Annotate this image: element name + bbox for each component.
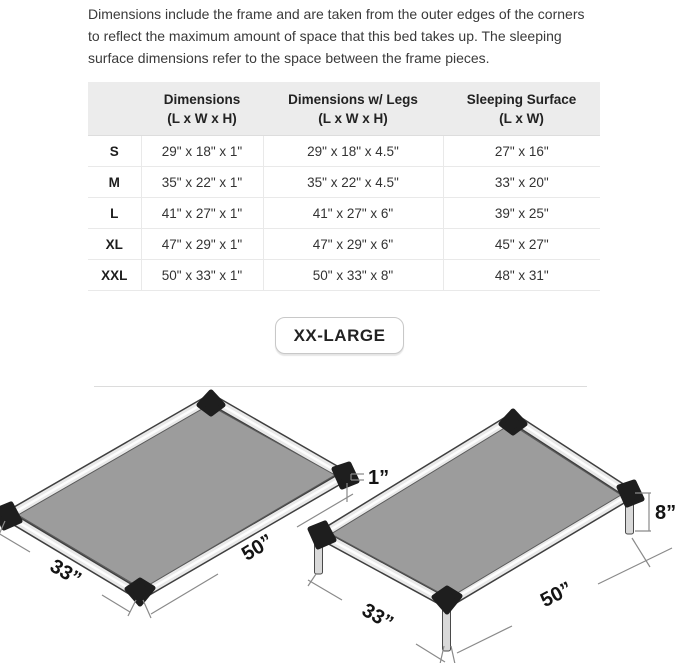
- column-title: Dimensions w/ Legs: [288, 91, 418, 107]
- frame-corner-south: [127, 580, 153, 604]
- size-chart-body: [88, 136, 600, 291]
- sleeping-surface-cell: 33" x 20": [443, 167, 600, 198]
- header-dimensions-column: [141, 82, 263, 136]
- table-row-l: [88, 198, 600, 229]
- dimensions-legs-cell: 47" x 29" x 6": [263, 229, 443, 260]
- header-row: [88, 82, 600, 136]
- flat-bed-width-label: 33”: [45, 555, 85, 591]
- divider: [94, 386, 587, 387]
- column-title: Dimensions: [163, 91, 241, 107]
- dimensions-legs-cell: 35" x 22" x 4.5": [263, 167, 443, 198]
- size-label: M: [88, 167, 141, 198]
- table-row-m: [88, 167, 600, 198]
- dimensions-cell: 41" x 27" x 1": [141, 198, 263, 229]
- bed-size-diagram: [0, 388, 679, 663]
- size-chart-header: [88, 82, 600, 136]
- legged-bed-diagram: [308, 411, 676, 663]
- dimensions-legs-cell: 50" x 33" x 8": [263, 260, 443, 291]
- column-subtitle: (L x W x H): [318, 110, 388, 126]
- column-title: Sleeping Surface: [466, 91, 577, 107]
- selected-size-badge[interactable]: XX-LARGE: [275, 317, 405, 354]
- column-subtitle: (L x W): [499, 110, 544, 126]
- dimensions-legs-cell: 29" x 18" x 4.5": [263, 136, 443, 167]
- legged-bed-width-label: 33”: [358, 599, 397, 635]
- table-row-s: [88, 136, 600, 167]
- table-row-xxl: [88, 260, 600, 291]
- flat-bed-length-label: 50”: [238, 530, 278, 566]
- dimensions-cell: 50" x 33" x 1": [141, 260, 263, 291]
- sleeping-surface-cell: 45" x 27": [443, 229, 600, 260]
- table-row-xl: [88, 229, 600, 260]
- size-label: XL: [88, 229, 141, 260]
- dimensions-cell: 35" x 22" x 1": [141, 167, 263, 198]
- size-label: XXL: [88, 260, 141, 291]
- flat-bed-height-label: 1”: [368, 467, 390, 489]
- frame-corner-north: [199, 392, 223, 414]
- bed-top-surface: [331, 424, 621, 598]
- dimensions-legs-cell: 41" x 27" x 6": [263, 198, 443, 229]
- intro-text: Dimensions include the frame and are taken from the outer edges of the corners to reflect the maximum amount of space that this bed takes up. The sleeping surface dimensions refer to the space between the frame pieces.: [88, 6, 585, 66]
- frame-corner-north: [501, 411, 525, 433]
- dimensions-cell: 29" x 18" x 1": [141, 136, 263, 167]
- sleeping-surface-cell: 39" x 25": [443, 198, 600, 229]
- flat-bed-diagram: [0, 392, 389, 618]
- header-size-column: [88, 82, 141, 136]
- header-dimensions-legs-column: [263, 82, 443, 136]
- header-sleeping-surface-column: [443, 82, 600, 136]
- dimensions-cell: 47" x 29" x 1": [141, 229, 263, 260]
- legged-bed-length-label: 50”: [537, 577, 576, 613]
- size-label: L: [88, 198, 141, 229]
- column-subtitle: (L x W x H): [167, 110, 237, 126]
- sleeping-surface-cell: 48" x 31": [443, 260, 600, 291]
- frame-corner-south: [434, 588, 460, 612]
- size-chart-table: [88, 82, 600, 291]
- badge-row: [0, 317, 679, 354]
- size-label: S: [88, 136, 141, 167]
- sleeping-surface-cell: 27" x 16": [443, 136, 600, 167]
- legged-bed-height-label: 8”: [655, 502, 677, 524]
